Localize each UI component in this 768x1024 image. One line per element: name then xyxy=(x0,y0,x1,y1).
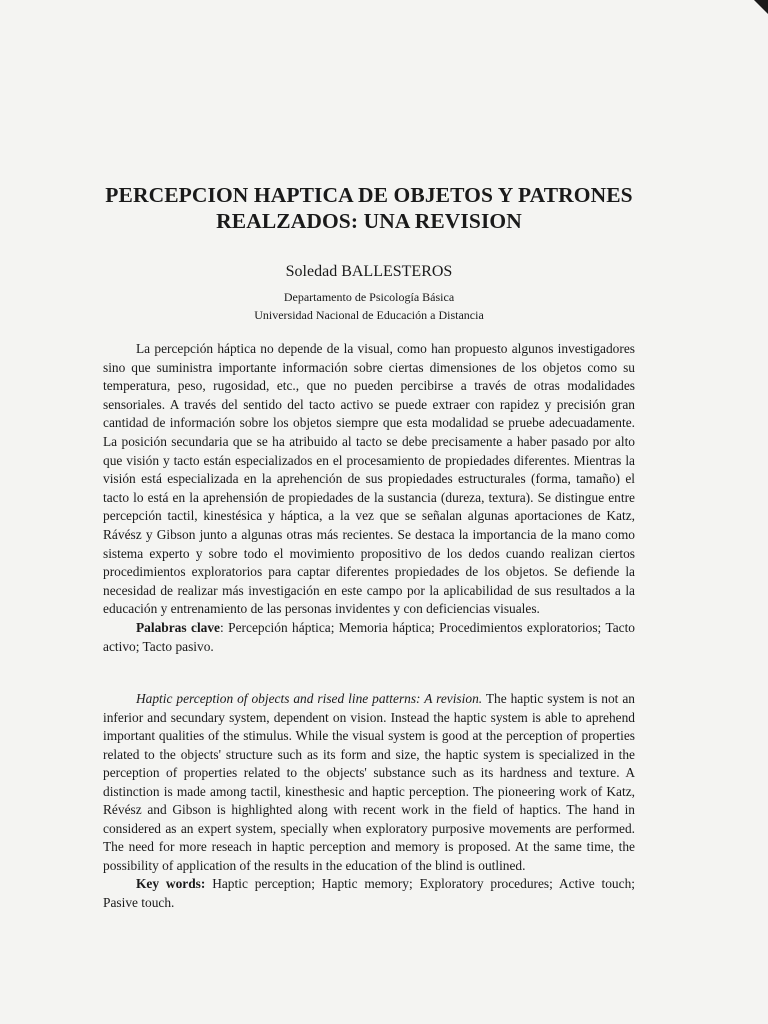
keywords-spanish-label: Palabras clave xyxy=(136,619,221,635)
abstract-spanish xyxy=(103,340,635,619)
keywords-english-label: Key words: xyxy=(136,876,206,892)
keywords-spanish-text: : Percepción háptica; Memoria háptica; Procedimientos exploratorios; Tacto activo; Tacto pasivo. xyxy=(103,619,635,654)
paper-page xyxy=(103,182,635,912)
paper-title xyxy=(103,182,635,234)
abstract-english-text: The haptic system is not an inferior and secundary system, dependent on vision. Instead the haptic system is able to aprehend important qualities of the stimulus. While the visual system is good at the perception of properties related to the objects' structure such as its form and size, the haptic system is specialized in the perception of properties related to the objects' substance such as its hardness and texture. A distinction is made among tactil, kinesthesic and haptic perception. The pioneering work of Katz, Révész and Gibson is highlighted along with recent work in the field of haptics. The hand in considered as an expert system, specially when exploratory purposive movements are performed. The need for more reseach in haptic perception and memory is proposed. At the same time, the possibility of application of the results in the education of the blind is outlined. xyxy=(103,691,635,873)
page-corner-mark xyxy=(754,0,768,14)
title-line-2: REALZADOS: UNA REVISION xyxy=(216,209,522,233)
author-university: Universidad Nacional de Educación a Distancia xyxy=(254,308,484,322)
title-line-1: PERCEPCION HAPTICA DE OBJETOS Y PATRONES xyxy=(105,183,633,207)
abstract-english-title: Haptic perception of objects and rised line patterns: A revision. xyxy=(136,691,483,707)
author-name: Soledad BALLESTEROS xyxy=(285,263,453,280)
keywords-english-text: Haptic perception; Haptic memory; Exploratory procedures; Active touch; Pasive touch. xyxy=(103,876,635,910)
keywords-english xyxy=(103,875,635,912)
author-department: Departamento de Psicología Básica xyxy=(283,290,455,304)
abstract-english-paragraph xyxy=(103,690,635,875)
keywords-spanish xyxy=(103,619,635,656)
abstract-english xyxy=(103,690,635,912)
abstract-spanish-text: La percepción háptica no depende de la visual, como han propuesto algunos investigadores sino que suministra importante información sobre ciertas dimensiones de los objetos como su temperatura, peso, rugosidad, etc., que no pueden percibirse a través de otras modalidades sensoriales. A través del sentido del tacto activo se puede extraer con rapidez y precisión gran cantidad de información sobre los objetos siempre que esta modalidad se pruebe adecuadamente. La posición secundaria que se ha atribuido al tacto se debe precisamente a haber pasado por alto que visión y tacto están especializados en el procesamiento de propiedades diferentes. Mientras la visión está especializada en la aprehención de sus propiedades estructurales (forma, tamaño) el tacto lo está en la aprehensión de propiedades de la sustancia (dureza, textura). Se distingue entre percepción tactil, kinestésica y háptica, a la vez que se señalan algunas aportaciones de Katz, Rávész y Gibson junto a algunas otras más recientes. Se destaca la importancia de la mano como sistema experto y sobre todo el movimiento propositivo de los dedos cuando realizan ciertos procedimientos exploratorios para captar diferentes propiedades de los objetos. Se defiende la necesidad de realizar más investigación en este campo por la aplicabilidad de sus resultados a la educación y entrenamiento de las personas invidentes y con deficiencias visuales. xyxy=(103,341,635,617)
